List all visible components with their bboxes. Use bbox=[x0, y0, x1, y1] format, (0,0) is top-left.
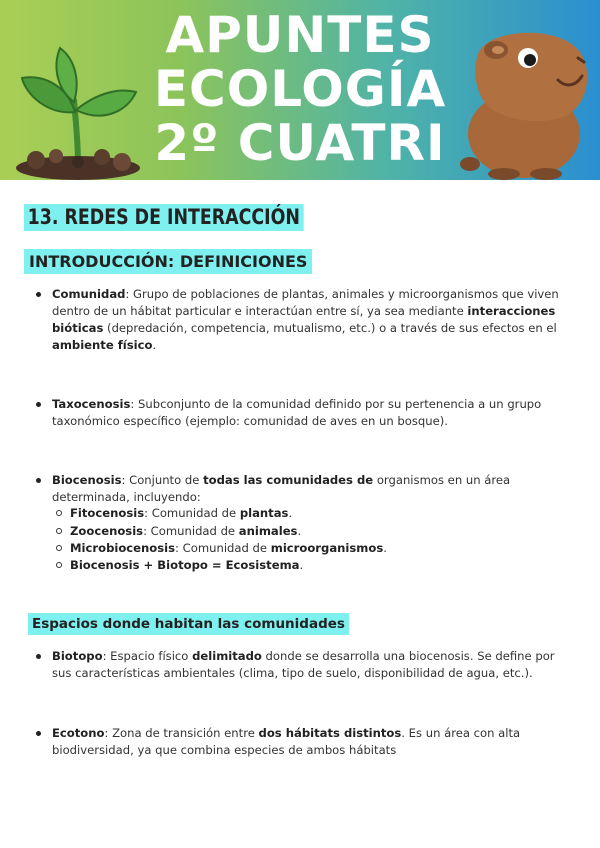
text: . bbox=[299, 558, 304, 572]
definition-biotopo bbox=[52, 648, 572, 682]
capybara-icon bbox=[448, 14, 598, 180]
header-banner bbox=[0, 0, 600, 180]
term: Biocenosis + Biotopo = Ecosistema bbox=[70, 558, 300, 572]
espacios-heading: Espacios donde habitan las comunidades bbox=[28, 613, 349, 635]
banner-title-line: ECOLOGÍA bbox=[153, 60, 447, 118]
term: Biotopo bbox=[52, 649, 103, 663]
banner-title-line: APUNTES bbox=[165, 6, 435, 64]
section-title: 13. REDES DE INTERACCIÓN bbox=[24, 204, 304, 231]
text: . bbox=[288, 506, 293, 520]
term: Ecotono bbox=[52, 726, 105, 740]
banner-title bbox=[120, 8, 480, 170]
text: : Comunidad de bbox=[144, 506, 240, 520]
banner-title-line: 2º CUATRI bbox=[154, 114, 446, 172]
bold: plantas bbox=[239, 506, 289, 520]
text: : Zona de transición entre bbox=[104, 726, 259, 740]
bold: microorganismos bbox=[270, 541, 384, 555]
term: Microbiocenosis bbox=[70, 541, 176, 555]
sub-item-zoocenosis bbox=[70, 523, 550, 540]
definition-biocenosis bbox=[52, 472, 572, 506]
bold: todas las comunidades de bbox=[203, 473, 374, 487]
sub-item-fitocenosis bbox=[70, 505, 550, 522]
term: Comunidad bbox=[52, 287, 126, 301]
definition-ecotono bbox=[52, 725, 572, 759]
text: donde se desarrolla una biocenosis. Se define por sus características ambientales (clima, tipo de suelo, disponibilidad de agua, etc.). bbox=[52, 649, 555, 680]
text: . Es un área con alta biodiversidad, ya que combina especies de ambos hábitats bbox=[52, 726, 521, 757]
term: Biocenosis bbox=[52, 473, 122, 487]
text: : Grupo de poblaciones de plantas, animales y microorganismos que viven dentro de un hábitat particular e interactúan entre sí, ya sea mediante bbox=[52, 287, 559, 318]
text: . bbox=[297, 524, 302, 538]
text: : Subconjunto de la comunidad definido por su pertenencia a un grupo taxonómico específico (ejemplo: comunidad de aves en un bosque). bbox=[52, 397, 542, 428]
bold: interacciones bióticas bbox=[52, 304, 556, 335]
definition-taxocenosis bbox=[52, 396, 572, 430]
term: Taxocenosis bbox=[52, 397, 131, 411]
intro-heading: INTRODUCCIÓN: DEFINICIONES bbox=[24, 249, 312, 274]
text: : Comunidad de bbox=[175, 541, 271, 555]
text: : Conjunto de bbox=[121, 473, 204, 487]
bold: ambiente físico bbox=[52, 338, 153, 352]
text: . bbox=[152, 338, 157, 352]
sub-item-microbiocenosis bbox=[70, 540, 550, 557]
text: : Espacio físico bbox=[102, 649, 193, 663]
bold: animales bbox=[238, 524, 298, 538]
text: : Comunidad de bbox=[143, 524, 239, 538]
definition-comunidad bbox=[52, 286, 572, 354]
term: Zoocenosis bbox=[70, 524, 144, 538]
text: (depredación, competencia, mutualismo, etc.) o a través de sus efectos en el bbox=[103, 321, 557, 335]
text: . bbox=[383, 541, 387, 555]
text: organismos en un área determinada, incluyendo: bbox=[52, 473, 511, 504]
bold: dos hábitats distintos bbox=[258, 726, 402, 740]
bold: delimitado bbox=[192, 649, 262, 663]
term: Fitocenosis bbox=[70, 506, 145, 520]
sub-item-ecosistema bbox=[70, 557, 550, 574]
